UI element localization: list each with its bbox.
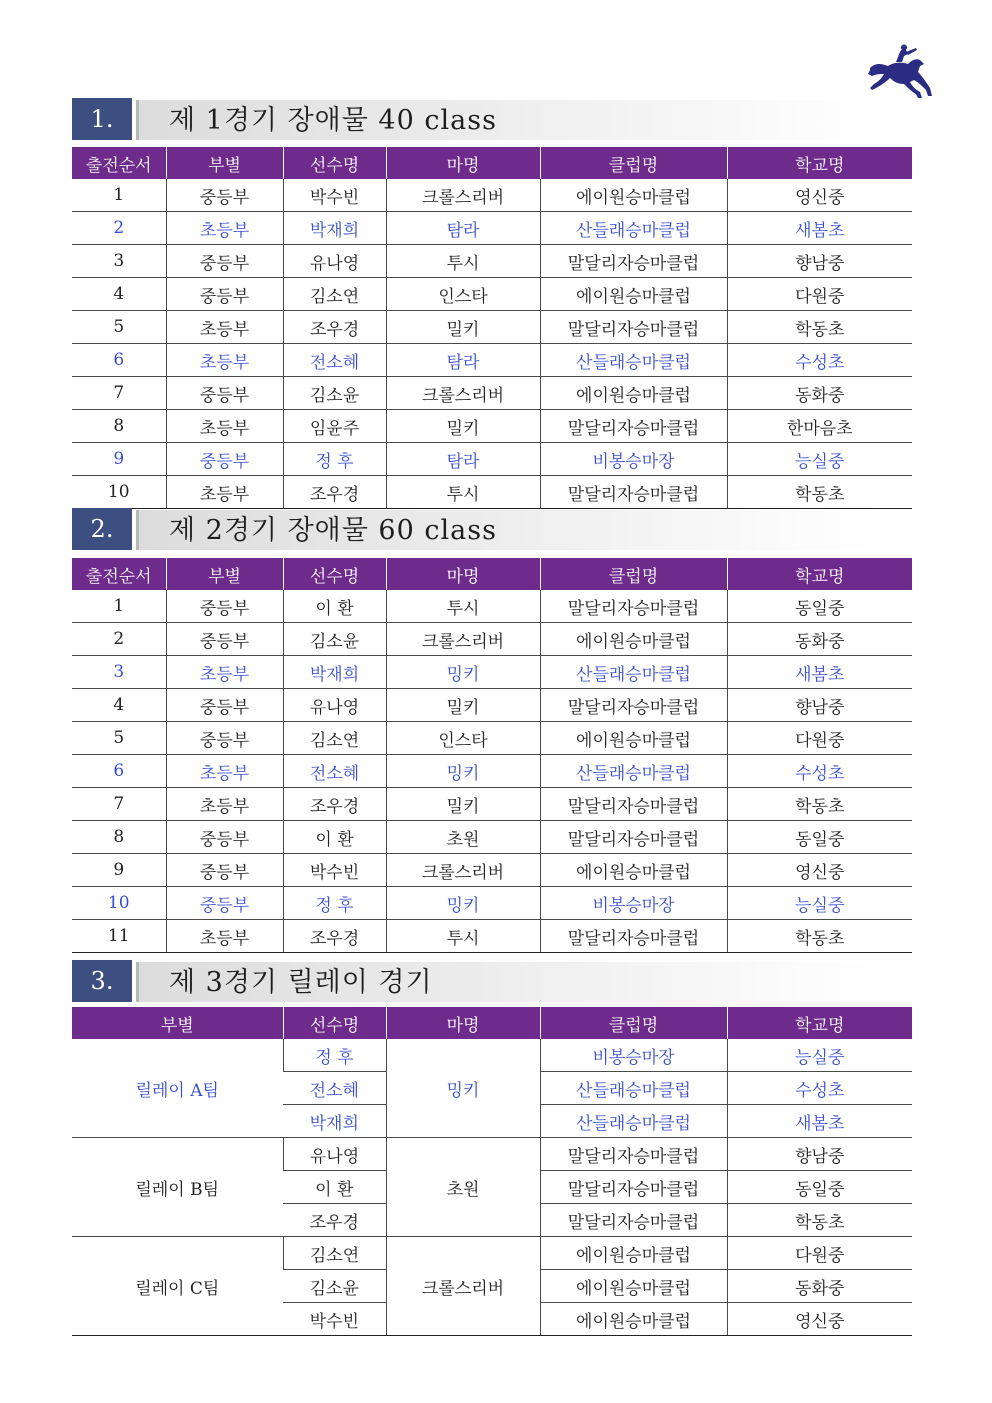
cell-division: 초등부 [166,311,283,344]
cell-rider: 정 후 [283,1039,386,1072]
cell-school: 한마음초 [727,410,912,443]
cell-rider: 박수빈 [283,854,386,887]
cell-division: 중등부 [166,179,283,212]
section-2-number: 2. [72,508,132,550]
table-row [72,344,912,377]
cell-school: 수성초 [727,344,912,377]
cell-club: 에이원승마클럽 [540,1303,727,1336]
cell-division: 초등부 [166,755,283,788]
horse-rider-logo-icon [866,44,934,100]
cell-rider: 김소연 [283,722,386,755]
section-2-title-bar [136,510,875,550]
cell-division: 초등부 [166,788,283,821]
cell-division: 초등부 [166,656,283,689]
cell-order: 3 [72,245,166,278]
cell-horse: 투시 [386,590,540,623]
cell-rider: 김소연 [283,1237,386,1270]
section-1-title-bar [136,100,875,140]
cell-club: 말달리자승마클럽 [540,689,727,722]
cell-horse: 탐라 [386,443,540,476]
table-row [72,854,912,887]
cell-club: 에이원승마클럽 [540,1237,727,1270]
cell-order: 2 [72,623,166,656]
section-3-title: 제 3경기 릴레이 경기 [169,967,433,998]
cell-order: 5 [72,311,166,344]
table-row [72,311,912,344]
cell-club: 에이원승마클럽 [540,854,727,887]
cell-horse: 크롤스리버 [386,854,540,887]
cell-rider: 박재희 [283,1105,386,1138]
cell-rider: 김소윤 [283,1270,386,1303]
cell-division: 중등부 [166,245,283,278]
cell-school: 향남중 [727,245,912,278]
cell-horse: 크롤스리버 [386,623,540,656]
cell-club: 말달리자승마클럽 [540,1171,727,1204]
cell-rider: 김소연 [283,278,386,311]
cell-horse: 투시 [386,245,540,278]
cell-school: 다원중 [727,1237,912,1270]
cell-order: 7 [72,788,166,821]
table-header-row [72,1007,912,1039]
header-order: 출전순서 [72,147,166,179]
section-3-header [72,960,872,1004]
cell-rider: 유나영 [283,245,386,278]
cell-rider: 전소혜 [283,344,386,377]
cell-division: 초등부 [166,476,283,509]
cell-horse: 탐라 [386,344,540,377]
cell-order: 6 [72,344,166,377]
table-row [72,887,912,920]
cell-division: 중등부 [166,443,283,476]
cell-rider: 조우경 [283,788,386,821]
cell-horse: 밍키 [386,1039,540,1138]
section-3-number: 3. [72,960,132,1002]
cell-school: 동일중 [727,590,912,623]
cell-order: 5 [72,722,166,755]
table-header-row [72,147,912,179]
cell-school: 동일중 [727,1171,912,1204]
table-row [72,623,912,656]
cell-division: 중등부 [166,377,283,410]
cell-club: 말달리자승마클럽 [540,1138,727,1171]
cell-school: 수성초 [727,1072,912,1105]
header-school: 학교명 [727,558,912,590]
cell-order: 6 [72,755,166,788]
cell-horse: 밀키 [386,689,540,722]
cell-horse: 투시 [386,476,540,509]
cell-school: 능실중 [727,1039,912,1072]
cell-order: 8 [72,410,166,443]
cell-school: 학동초 [727,311,912,344]
cell-horse: 밀키 [386,410,540,443]
header-rider: 선수명 [283,558,386,590]
section-3-title-bar [136,962,875,1002]
cell-division: 중등부 [166,887,283,920]
cell-club: 산들래승마클럽 [540,212,727,245]
table-row [72,1237,912,1270]
table-row [72,245,912,278]
table-row [72,377,912,410]
cell-club: 말달리자승마클럽 [540,788,727,821]
cell-team-name: 릴레이 B팀 [72,1138,283,1237]
cell-horse: 크롤스리버 [386,377,540,410]
cell-horse: 밍키 [386,656,540,689]
table-row [72,821,912,854]
cell-school: 영신중 [727,179,912,212]
cell-club: 비봉승마장 [540,443,727,476]
cell-rider: 김소윤 [283,377,386,410]
cell-division: 초등부 [166,344,283,377]
cell-school: 영신중 [727,1303,912,1336]
cell-rider: 정 후 [283,443,386,476]
table-row [72,722,912,755]
table-row [72,689,912,722]
cell-rider: 전소혜 [283,755,386,788]
cell-school: 동화중 [727,1270,912,1303]
cell-club: 말달리자승마클럽 [540,590,727,623]
cell-division: 초등부 [166,410,283,443]
table-row [72,755,912,788]
header-club: 클럽명 [540,558,727,590]
cell-order: 4 [72,278,166,311]
cell-club: 산들래승마클럽 [540,1105,727,1138]
header-rider: 선수명 [283,1007,386,1039]
cell-school: 능실중 [727,887,912,920]
table-header-row [72,558,912,590]
section-1-title: 제 1경기 장애물 40 class [169,105,497,136]
cell-division: 중등부 [166,854,283,887]
cell-division: 중등부 [166,590,283,623]
table-row [72,212,912,245]
cell-rider: 김소윤 [283,623,386,656]
section-3-relay-table [72,1007,912,1336]
cell-horse: 탐라 [386,212,540,245]
cell-horse: 크롤스리버 [386,1237,540,1336]
table-row [72,476,912,509]
cell-school: 새봄초 [727,656,912,689]
header-horse: 마명 [386,147,540,179]
cell-club: 말달리자승마클럽 [540,245,727,278]
cell-club: 에이원승마클럽 [540,377,727,410]
cell-rider: 박재희 [283,656,386,689]
cell-division: 중등부 [166,722,283,755]
cell-order: 4 [72,689,166,722]
cell-order: 11 [72,920,166,953]
cell-horse: 초원 [386,821,540,854]
table-row [72,278,912,311]
header-horse: 마명 [386,1007,540,1039]
cell-club: 말달리자승마클럽 [540,476,727,509]
cell-club: 말달리자승마클럽 [540,821,727,854]
cell-club: 말달리자승마클럽 [540,920,727,953]
cell-school: 학동초 [727,1204,912,1237]
cell-division: 중등부 [166,689,283,722]
table-row [72,1039,912,1072]
cell-rider: 이 환 [283,1171,386,1204]
cell-order: 9 [72,854,166,887]
cell-order: 8 [72,821,166,854]
cell-school: 수성초 [727,755,912,788]
cell-division: 초등부 [166,212,283,245]
cell-school: 향남중 [727,689,912,722]
section-1-header [72,98,872,142]
header-club: 클럽명 [540,1007,727,1039]
cell-school: 동일중 [727,821,912,854]
cell-club: 산들래승마클럽 [540,344,727,377]
cell-club: 에이원승마클럽 [540,278,727,311]
table-row [72,590,912,623]
cell-division: 중등부 [166,623,283,656]
header-school: 학교명 [727,1007,912,1039]
cell-school: 학동초 [727,476,912,509]
cell-rider: 조우경 [283,1204,386,1237]
cell-rider: 임윤주 [283,410,386,443]
cell-rider: 유나영 [283,1138,386,1171]
cell-school: 다원중 [727,722,912,755]
table-row [72,788,912,821]
cell-club: 산들래승마클럽 [540,755,727,788]
cell-horse: 밀키 [386,311,540,344]
table-row [72,920,912,953]
header-horse: 마명 [386,558,540,590]
cell-school: 새봄초 [727,212,912,245]
cell-rider: 유나영 [283,689,386,722]
cell-club: 말달리자승마클럽 [540,311,727,344]
cell-club: 말달리자승마클럽 [540,1204,727,1237]
cell-rider: 조우경 [283,476,386,509]
cell-division: 중등부 [166,821,283,854]
header-division: 부별 [166,558,283,590]
cell-school: 능실중 [727,443,912,476]
section-1-number: 1. [72,98,132,140]
cell-order: 1 [72,179,166,212]
cell-club: 에이원승마클럽 [540,722,727,755]
cell-rider: 박재희 [283,212,386,245]
header-school: 학교명 [727,147,912,179]
cell-horse: 밍키 [386,755,540,788]
cell-team-name: 릴레이 C팀 [72,1237,283,1336]
cell-rider: 정 후 [283,887,386,920]
cell-rider: 이 환 [283,590,386,623]
cell-rider: 박수빈 [283,1303,386,1336]
cell-school: 영신중 [727,854,912,887]
cell-school: 동화중 [727,623,912,656]
cell-horse: 밀키 [386,788,540,821]
table-row [72,656,912,689]
header-rider: 선수명 [283,147,386,179]
cell-order: 10 [72,887,166,920]
header-division: 부별 [166,147,283,179]
cell-horse: 인스타 [386,722,540,755]
cell-horse: 크롤스리버 [386,179,540,212]
cell-club: 비봉승마장 [540,1039,727,1072]
table-row [72,179,912,212]
cell-order: 1 [72,590,166,623]
section-2-table [72,558,912,953]
cell-division: 초등부 [166,920,283,953]
cell-school: 향남중 [727,1138,912,1171]
cell-horse: 투시 [386,920,540,953]
cell-horse: 인스타 [386,278,540,311]
header-order: 출전순서 [72,558,166,590]
cell-order: 7 [72,377,166,410]
cell-rider: 조우경 [283,920,386,953]
cell-school: 새봄초 [727,1105,912,1138]
cell-school: 동화중 [727,377,912,410]
section-1-table [72,147,912,509]
cell-club: 비봉승마장 [540,887,727,920]
cell-club: 말달리자승마클럽 [540,410,727,443]
cell-division: 중등부 [166,278,283,311]
cell-club: 에이원승마클럽 [540,179,727,212]
table-row [72,1138,912,1171]
cell-order: 3 [72,656,166,689]
cell-club: 에이원승마클럽 [540,623,727,656]
cell-rider: 박수빈 [283,179,386,212]
cell-club: 에이원승마클럽 [540,1270,727,1303]
header-club: 클럽명 [540,147,727,179]
cell-rider: 이 환 [283,821,386,854]
cell-school: 학동초 [727,920,912,953]
cell-school: 학동초 [727,788,912,821]
section-2-title: 제 2경기 장애물 60 class [169,515,497,546]
cell-order: 2 [72,212,166,245]
table-row [72,410,912,443]
cell-order: 10 [72,476,166,509]
cell-horse: 밍키 [386,887,540,920]
cell-order: 9 [72,443,166,476]
table-row [72,443,912,476]
cell-team-name: 릴레이 A팀 [72,1039,283,1138]
section-2-header [72,508,872,552]
cell-rider: 조우경 [283,311,386,344]
cell-school: 다원중 [727,278,912,311]
cell-rider: 전소혜 [283,1072,386,1105]
header-division: 부별 [72,1007,283,1039]
cell-horse: 초원 [386,1138,540,1237]
cell-club: 산들래승마클럽 [540,1072,727,1105]
cell-club: 산들래승마클럽 [540,656,727,689]
